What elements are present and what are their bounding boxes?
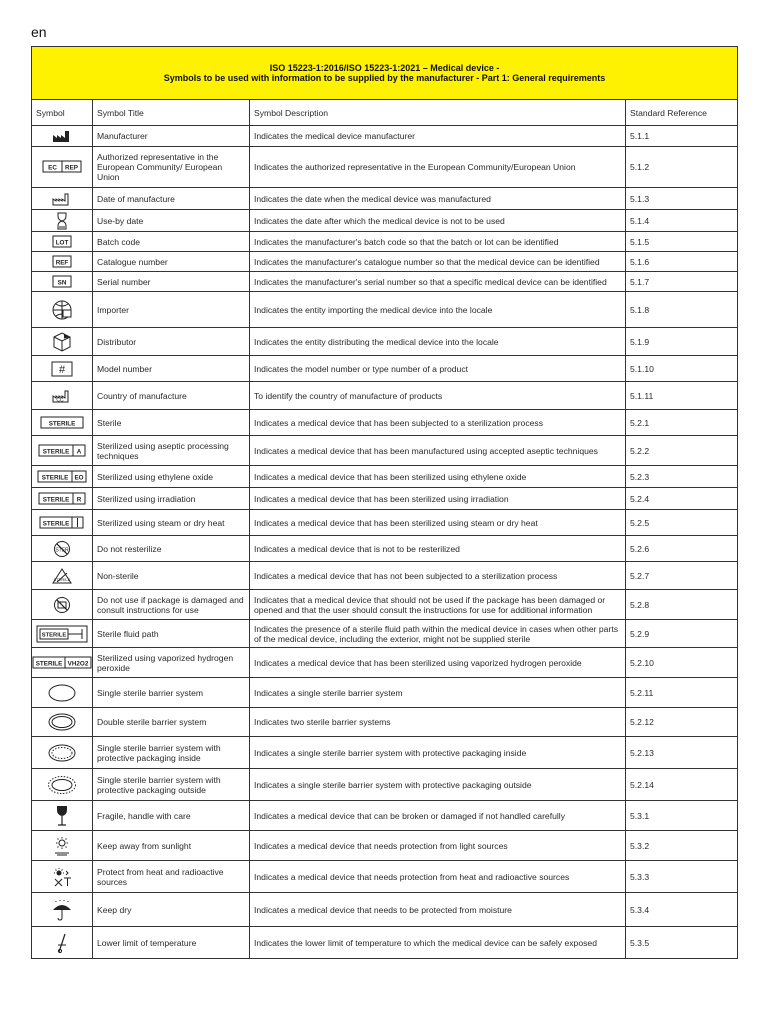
- standard-reference: 5.1.10: [626, 356, 738, 382]
- svg-text:STERILE: STERILE: [42, 496, 70, 503]
- standard-reference: 5.2.7: [626, 562, 738, 590]
- symbol-cell: [32, 292, 93, 328]
- standard-reference: 5.2.1: [626, 410, 738, 436]
- table-row: [32, 590, 738, 620]
- header-symbol-description: Symbol Description: [250, 100, 626, 126]
- symbol-cell: [32, 410, 93, 436]
- symbol-description: Indicates the date after which the medical device is not to be used: [250, 210, 626, 232]
- svg-text:EO: EO: [74, 474, 84, 481]
- symbol-title: Sterilized using irradiation: [93, 488, 250, 510]
- svg-text:STERILE: STERILE: [42, 448, 70, 455]
- symbol-cell: [32, 488, 93, 510]
- table-row: [32, 737, 738, 769]
- svg-text:SN: SN: [57, 279, 67, 286]
- symbol-description: Indicates the presence of a sterile fluid path within the medical device in cases when other parts of the medical device, including the exterior, might not be supplied sterile: [250, 620, 626, 648]
- distributor-icon: [32, 331, 92, 353]
- symbol-title: Keep away from sunlight: [93, 831, 250, 861]
- symbol-description: Indicates a medical device that needs protection from light sources: [250, 831, 626, 861]
- symbol-cell: [32, 210, 93, 232]
- sterile-eo-icon: [32, 470, 92, 484]
- svg-text:LOT: LOT: [55, 239, 69, 246]
- symbol-description: Indicates the date when the medical device was manufactured: [250, 188, 626, 210]
- symbol-description: Indicates a medical device that needs to be protected from moisture: [250, 893, 626, 927]
- symbol-description: Indicates the manufacturer's serial number so that a specific medical device can be identified: [250, 272, 626, 292]
- standard-reference: 5.1.11: [626, 382, 738, 410]
- symbol-description: Indicates a medical device that has been sterilized using steam or dry heat: [250, 510, 626, 536]
- table-title: ISO 15223-1:2016/ISO 15223-1:2021 – Medical device -: [269, 63, 500, 73]
- sterile-fluid-path-icon: [32, 625, 92, 643]
- language-code: en: [31, 24, 47, 40]
- symbol-description: Indicates a medical device that has been sterilized using vaporized hydrogen peroxide: [250, 648, 626, 678]
- header-symbol-title: Symbol Title: [93, 100, 250, 126]
- symbol-title: Authorized representative in the European Community/ European Union: [93, 147, 250, 188]
- barrier-packaging-inside-icon: [32, 743, 92, 763]
- symbol-description: Indicates the medical device manufacturer: [250, 126, 626, 147]
- table-row: [32, 510, 738, 536]
- symbol-title: Non-sterile: [93, 562, 250, 590]
- svg-text:REF: REF: [55, 259, 69, 266]
- symbol-title: Protect from heat and radioactive sources: [93, 861, 250, 893]
- symbol-cell: [32, 188, 93, 210]
- standard-reference: 5.2.2: [626, 436, 738, 466]
- table-row: [32, 356, 738, 382]
- standard-reference: 5.3.1: [626, 801, 738, 831]
- symbol-cell: [32, 590, 93, 620]
- symbol-description: Indicates the entity importing the medical device into the locale: [250, 292, 626, 328]
- table-row: [32, 769, 738, 801]
- symbol-title: Date of manufacture: [93, 188, 250, 210]
- symbol-title: Country of manufacture: [93, 382, 250, 410]
- svg-text:#: #: [58, 363, 66, 376]
- sterile-a-icon: [32, 444, 92, 458]
- symbol-description: Indicates a medical device that has been subjected to a sterilization process: [250, 410, 626, 436]
- symbol-title: Sterilized using vaporized hydrogen peroxide: [93, 648, 250, 678]
- symbol-description: Indicates a single sterile barrier system: [250, 678, 626, 708]
- single-barrier-icon: [32, 683, 92, 703]
- standard-reference: 5.2.10: [626, 648, 738, 678]
- standard-reference: 5.2.14: [626, 769, 738, 801]
- symbol-title: Serial number: [93, 272, 250, 292]
- symbol-cell: [32, 436, 93, 466]
- table-row: [32, 436, 738, 466]
- symbol-title: Manufacturer: [93, 126, 250, 147]
- standard-reference: 5.2.8: [626, 590, 738, 620]
- symbol-cell: [32, 356, 93, 382]
- table-row: [32, 252, 738, 272]
- standard-reference: 5.3.2: [626, 831, 738, 861]
- symbol-cell: [32, 620, 93, 648]
- symbol-cell: [32, 510, 93, 536]
- symbol-cell: [32, 147, 93, 188]
- sterile-icon: [32, 416, 92, 430]
- symbol-description: Indicates that a medical device that should not be used if the package has been damaged or opened and that the user should consult the instructions for use for additional information: [250, 590, 626, 620]
- barrier-packaging-outside-icon: [32, 775, 92, 795]
- symbol-cell: [32, 232, 93, 252]
- symbol-title: Single sterile barrier system with protective packaging outside: [93, 769, 250, 801]
- svg-text:R: R: [76, 496, 82, 503]
- table-row: [32, 466, 738, 488]
- symbol-cell: [32, 536, 93, 562]
- table-subtitle: Symbols to be used with information to be supplied by the manufacturer - Part 1: General requirements: [163, 73, 606, 83]
- model-number-icon: [32, 361, 92, 377]
- standard-reference: 5.1.2: [626, 147, 738, 188]
- standard-reference: 5.2.3: [626, 466, 738, 488]
- do-not-use-if-damaged-icon: [32, 596, 92, 614]
- hourglass-icon: [32, 212, 92, 230]
- symbol-cell: [32, 927, 93, 959]
- table-row: [32, 382, 738, 410]
- table-row: [32, 272, 738, 292]
- table-row: [32, 831, 738, 861]
- svg-text:REP: REP: [65, 164, 78, 172]
- manufacturer-icon: [32, 129, 92, 143]
- symbol-title: Fragile, handle with care: [93, 801, 250, 831]
- symbol-cell: [32, 252, 93, 272]
- symbol-title: Lower limit of temperature: [93, 927, 250, 959]
- svg-text:STERILE: STERILE: [35, 660, 63, 667]
- symbol-cell: [32, 831, 93, 861]
- svg-text:CC: CC: [56, 397, 64, 403]
- standard-reference: 5.2.11: [626, 678, 738, 708]
- table-row: [32, 210, 738, 232]
- symbol-title: Double sterile barrier system: [93, 708, 250, 737]
- symbol-description: Indicates a medical device that can be broken or damaged if not handled carefully: [250, 801, 626, 831]
- symbol-title: Sterilized using steam or dry heat: [93, 510, 250, 536]
- symbol-title: Do not resterilize: [93, 536, 250, 562]
- symbol-description: Indicates the model number or type number of a product: [250, 356, 626, 382]
- table-row: [32, 328, 738, 356]
- symbol-cell: [32, 272, 93, 292]
- symbol-cell: [32, 328, 93, 356]
- symbol-title: Sterile fluid path: [93, 620, 250, 648]
- standard-reference: 5.1.4: [626, 210, 738, 232]
- standard-reference: 5.2.6: [626, 536, 738, 562]
- symbols-table: [31, 46, 738, 959]
- table-row: [32, 620, 738, 648]
- svg-text:STERILE: STERILE: [42, 520, 70, 527]
- symbol-cell: [32, 126, 93, 147]
- table-row: [32, 678, 738, 708]
- keep-away-from-sunlight-icon: [32, 836, 92, 856]
- symbol-cell: [32, 562, 93, 590]
- standard-reference: 5.1.7: [626, 272, 738, 292]
- symbol-title: Single sterile barrier system: [93, 678, 250, 708]
- standard-reference: 5.2.13: [626, 737, 738, 769]
- svg-text:STERILE: STERILE: [53, 576, 71, 582]
- symbol-cell: [32, 893, 93, 927]
- table-row: [32, 232, 738, 252]
- do-not-resterilize-icon: [32, 540, 92, 558]
- symbol-title: Importer: [93, 292, 250, 328]
- standard-reference: 5.3.5: [626, 927, 738, 959]
- table-title-banner: [32, 47, 738, 100]
- lot-icon: [32, 235, 92, 249]
- country-of-manufacture-icon: [32, 389, 92, 403]
- standard-reference: 5.2.5: [626, 510, 738, 536]
- symbol-cell: [32, 708, 93, 737]
- symbol-title: Sterilized using aseptic processing techniques: [93, 436, 250, 466]
- svg-text:VH2O2: VH2O2: [67, 660, 89, 667]
- symbol-description: Indicates the manufacturer's batch code so that the batch or lot can be identified: [250, 232, 626, 252]
- standard-reference: 5.1.9: [626, 328, 738, 356]
- symbol-description: Indicates a medical device that has not been subjected to a sterilization process: [250, 562, 626, 590]
- symbol-title: Model number: [93, 356, 250, 382]
- table-row: [32, 147, 738, 188]
- symbol-title: Sterile: [93, 410, 250, 436]
- symbol-title: Distributor: [93, 328, 250, 356]
- standard-reference: 5.2.9: [626, 620, 738, 648]
- fragile-icon: [32, 805, 92, 827]
- symbol-description: Indicates a single sterile barrier system with protective packaging outside: [250, 769, 626, 801]
- standard-reference: 5.1.8: [626, 292, 738, 328]
- table-row: [32, 648, 738, 678]
- symbol-title: Do not use if package is damaged and consult instructions for use: [93, 590, 250, 620]
- symbol-cell: [32, 466, 93, 488]
- svg-text:STERILE: STERILE: [41, 632, 67, 638]
- standard-reference: 5.1.1: [626, 126, 738, 147]
- symbol-description: Indicates a medical device that needs protection from heat and radioactive sources: [250, 861, 626, 893]
- symbol-cell: [32, 801, 93, 831]
- table-row: [32, 536, 738, 562]
- standard-reference: 5.2.4: [626, 488, 738, 510]
- symbol-title: Catalogue number: [93, 252, 250, 272]
- symbol-cell: [32, 678, 93, 708]
- sn-icon: [32, 275, 92, 289]
- symbol-description: Indicates the entity distributing the medical device into the locale: [250, 328, 626, 356]
- sterile-steam-icon: [32, 515, 92, 531]
- ref-icon: [32, 255, 92, 269]
- ec-rep-icon: [32, 160, 92, 174]
- svg-text:STERILE: STERILE: [48, 420, 76, 427]
- symbol-cell: [32, 769, 93, 801]
- standard-reference: 5.1.6: [626, 252, 738, 272]
- table-row: [32, 188, 738, 210]
- header-standard-reference: Standard Reference: [626, 100, 738, 126]
- non-sterile-icon: [32, 568, 92, 584]
- table-row: [32, 893, 738, 927]
- sterile-r-icon: [32, 492, 92, 506]
- table-row: [32, 410, 738, 436]
- symbol-title: Sterilized using ethylene oxide: [93, 466, 250, 488]
- symbol-description: Indicates a medical device that has been sterilized using ethylene oxide: [250, 466, 626, 488]
- svg-text:A: A: [76, 448, 82, 455]
- symbol-title: Keep dry: [93, 893, 250, 927]
- keep-dry-icon: [32, 899, 92, 921]
- symbol-description: Indicates two sterile barrier systems: [250, 708, 626, 737]
- table-row: [32, 927, 738, 959]
- symbol-cell: [32, 737, 93, 769]
- table-row: [32, 488, 738, 510]
- double-barrier-icon: [32, 712, 92, 732]
- table-row: [32, 861, 738, 893]
- symbol-title: Single sterile barrier system with protective packaging inside: [93, 737, 250, 769]
- sterile-vh2o2-icon: [32, 656, 92, 670]
- svg-text:EC: EC: [48, 164, 57, 172]
- symbol-description: Indicates a single sterile barrier system with protective packaging inside: [250, 737, 626, 769]
- table-row: [32, 801, 738, 831]
- symbol-description: Indicates the manufacturer's catalogue number so that the medical device can be identified: [250, 252, 626, 272]
- symbol-cell: [32, 382, 93, 410]
- standard-reference: 5.3.4: [626, 893, 738, 927]
- symbol-cell: [32, 861, 93, 893]
- symbol-description: Indicates the lower limit of temperature to which the medical device can be safely exposed: [250, 927, 626, 959]
- table-row: [32, 126, 738, 147]
- table-row: [32, 708, 738, 737]
- standard-reference: 5.2.12: [626, 708, 738, 737]
- standard-reference: 5.3.3: [626, 861, 738, 893]
- protect-from-heat-icon: [32, 867, 92, 887]
- date-of-manufacture-icon: [32, 192, 92, 206]
- symbol-cell: [32, 648, 93, 678]
- symbol-description: Indicates a medical device that has been sterilized using irradiation: [250, 488, 626, 510]
- svg-text:STERILE: STERILE: [41, 474, 69, 481]
- lower-temperature-limit-icon: [32, 932, 92, 954]
- symbol-description: Indicates a medical device that has been manufactured using accepted aseptic techniques: [250, 436, 626, 466]
- symbol-title: Batch code: [93, 232, 250, 252]
- symbol-description: Indicates a medical device that is not to be resterilized: [250, 536, 626, 562]
- symbol-title: Use-by date: [93, 210, 250, 232]
- symbol-description: To identify the country of manufacture of products: [250, 382, 626, 410]
- table-header-row: [32, 100, 738, 126]
- symbol-description: Indicates the authorized representative in the European Community/European Union: [250, 147, 626, 188]
- table-row: [32, 562, 738, 590]
- standard-reference: 5.1.3: [626, 188, 738, 210]
- importer-icon: [32, 299, 92, 321]
- table-row: [32, 292, 738, 328]
- header-symbol: Symbol: [32, 100, 93, 126]
- svg-text:STER: STER: [55, 547, 69, 553]
- standard-reference: 5.1.5: [626, 232, 738, 252]
